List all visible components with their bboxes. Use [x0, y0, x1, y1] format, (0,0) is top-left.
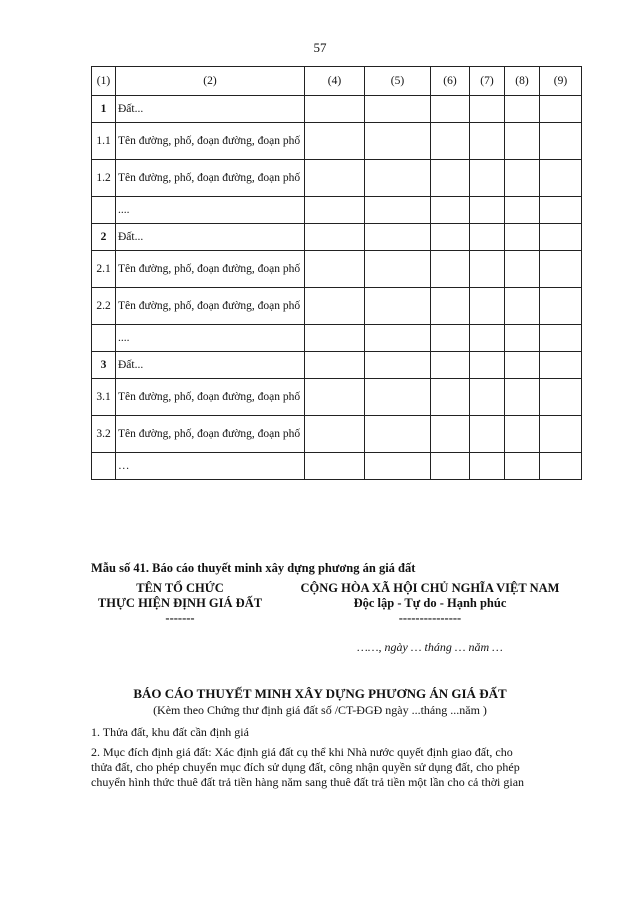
empty-cell — [431, 453, 470, 480]
national-header — [280, 581, 580, 626]
empty-cell — [540, 197, 582, 224]
empty-cell — [470, 160, 505, 197]
empty-cell — [505, 160, 540, 197]
organization-block — [80, 581, 280, 626]
page-number: 57 — [313, 40, 327, 55]
item-2-line: chuyển hình thức thuê đất trả tiền hàng năm sang thuê đất trả tiền một lần cho cả thời gian — [91, 775, 525, 789]
table-row — [92, 453, 582, 480]
empty-cell — [365, 224, 431, 251]
empty-cell — [305, 197, 365, 224]
date-line: ……, ngày … tháng … năm … — [357, 640, 503, 654]
table-row — [92, 325, 582, 352]
empty-cell — [305, 224, 365, 251]
empty-cell — [431, 197, 470, 224]
empty-cell — [470, 224, 505, 251]
empty-cell — [505, 352, 540, 379]
empty-cell — [431, 352, 470, 379]
empty-cell — [305, 379, 365, 416]
empty-cell — [540, 379, 582, 416]
row-number — [92, 197, 116, 224]
empty-cell — [540, 224, 582, 251]
empty-cell — [505, 123, 540, 160]
empty-cell — [365, 325, 431, 352]
report-title: BÁO CÁO THUYẾT MINH XÂY DỰNG PHƯƠNG ÁN GIÁ ĐẤT — [133, 686, 507, 701]
empty-cell — [470, 96, 505, 123]
empty-cell — [470, 123, 505, 160]
table-row — [92, 379, 582, 416]
row-description: .... — [116, 325, 305, 352]
empty-cell — [540, 325, 582, 352]
row-number: 1 — [92, 96, 116, 123]
item-2-line: 2. Mục đích định giá đất: Xác định giá đất cụ thể khi Nhà nước quyết định giao đất, cho — [91, 745, 513, 759]
row-number: 2 — [92, 224, 116, 251]
row-number: 1.1 — [92, 123, 116, 160]
row-description: Tên đường, phố, đoạn đường, đoạn phố — [116, 288, 305, 325]
empty-cell — [431, 160, 470, 197]
header-cell: (8) — [505, 67, 540, 96]
empty-cell — [365, 251, 431, 288]
empty-cell — [505, 288, 540, 325]
empty-cell — [431, 123, 470, 160]
empty-cell — [540, 96, 582, 123]
row-description: .... — [116, 197, 305, 224]
empty-cell — [470, 379, 505, 416]
row-description: Đất... — [116, 352, 305, 379]
section-item-1: 1. Thửa đất, khu đất cần định giá — [91, 725, 249, 739]
row-number — [92, 453, 116, 480]
org-separator: ------- — [165, 611, 195, 625]
empty-cell — [305, 325, 365, 352]
empty-cell — [305, 288, 365, 325]
empty-cell — [305, 96, 365, 123]
empty-cell — [505, 416, 540, 453]
empty-cell — [365, 379, 431, 416]
nation-separator: --------------- — [398, 611, 462, 625]
land-price-table — [91, 66, 582, 480]
table-row — [92, 251, 582, 288]
row-number: 3 — [92, 352, 116, 379]
empty-cell — [431, 251, 470, 288]
empty-cell — [305, 453, 365, 480]
empty-cell — [540, 288, 582, 325]
header-cell: (7) — [470, 67, 505, 96]
empty-cell — [540, 123, 582, 160]
table-row — [92, 197, 582, 224]
table-row — [92, 160, 582, 197]
org-name: TÊN TỔ CHỨC — [136, 581, 224, 595]
header-cell: (9) — [540, 67, 582, 96]
empty-cell — [540, 352, 582, 379]
empty-cell — [431, 224, 470, 251]
empty-cell — [431, 96, 470, 123]
row-description: Tên đường, phố, đoạn đường, đoạn phố — [116, 123, 305, 160]
empty-cell — [540, 453, 582, 480]
row-description: Tên đường, phố, đoạn đường, đoạn phố — [116, 379, 305, 416]
empty-cell — [305, 160, 365, 197]
table-row — [92, 352, 582, 379]
empty-cell — [431, 288, 470, 325]
empty-cell — [305, 416, 365, 453]
empty-cell — [470, 325, 505, 352]
table-row — [92, 416, 582, 453]
header-cell: (5) — [365, 67, 431, 96]
empty-cell — [505, 197, 540, 224]
table-header-row — [92, 67, 582, 96]
report-subtitle: (Kèm theo Chứng thư định giá đất số /CT-ĐGĐ ngày ...tháng ...năm ) — [153, 703, 487, 717]
empty-cell — [470, 453, 505, 480]
header-cell: (1) — [92, 67, 116, 96]
form-caption: Mẫu số 41. Báo cáo thuyết minh xây dựng phương án giá đất — [91, 561, 416, 575]
empty-cell — [431, 416, 470, 453]
row-number: 3.2 — [92, 416, 116, 453]
empty-cell — [431, 379, 470, 416]
empty-cell — [540, 416, 582, 453]
empty-cell — [470, 251, 505, 288]
row-description: Đất... — [116, 96, 305, 123]
row-description: … — [116, 453, 305, 480]
row-description: Đất... — [116, 224, 305, 251]
empty-cell — [505, 251, 540, 288]
row-number: 1.2 — [92, 160, 116, 197]
empty-cell — [365, 123, 431, 160]
empty-cell — [505, 224, 540, 251]
nation-motto: Độc lập - Tự do - Hạnh phúc — [353, 596, 507, 610]
empty-cell — [305, 251, 365, 288]
table-row — [92, 123, 582, 160]
row-number: 2.2 — [92, 288, 116, 325]
section-item-2 — [91, 745, 581, 790]
empty-cell — [470, 288, 505, 325]
empty-cell — [305, 352, 365, 379]
empty-cell — [505, 453, 540, 480]
table-row — [92, 224, 582, 251]
empty-cell — [540, 251, 582, 288]
empty-cell — [505, 96, 540, 123]
row-description: Tên đường, phố, đoạn đường, đoạn phố — [116, 160, 305, 197]
header-cell: (2) — [116, 67, 305, 96]
row-number: 2.1 — [92, 251, 116, 288]
empty-cell — [365, 96, 431, 123]
table-row — [92, 288, 582, 325]
empty-cell — [431, 325, 470, 352]
item-2-line: thửa đất, cho phép chuyển mục đích sử dụng đất, công nhận quyền sử dụng đất, cho phép — [91, 760, 520, 774]
empty-cell — [470, 197, 505, 224]
empty-cell — [505, 379, 540, 416]
nation-name: CỘNG HÒA XÃ HỘI CHỦ NGHĨA VIỆT NAM — [300, 581, 560, 595]
row-number — [92, 325, 116, 352]
empty-cell — [365, 416, 431, 453]
row-description: Tên đường, phố, đoạn đường, đoạn phố — [116, 251, 305, 288]
header-cell: (4) — [305, 67, 365, 96]
header-cell: (6) — [431, 67, 470, 96]
empty-cell — [540, 160, 582, 197]
empty-cell — [365, 352, 431, 379]
empty-cell — [365, 197, 431, 224]
table-row — [92, 96, 582, 123]
row-description: Tên đường, phố, đoạn đường, đoạn phố — [116, 416, 305, 453]
row-number: 3.1 — [92, 379, 116, 416]
empty-cell — [365, 160, 431, 197]
empty-cell — [365, 288, 431, 325]
org-role: THỰC HIỆN ĐỊNH GIÁ ĐẤT — [97, 596, 263, 610]
empty-cell — [305, 123, 365, 160]
empty-cell — [470, 416, 505, 453]
empty-cell — [505, 325, 540, 352]
empty-cell — [470, 352, 505, 379]
empty-cell — [365, 453, 431, 480]
